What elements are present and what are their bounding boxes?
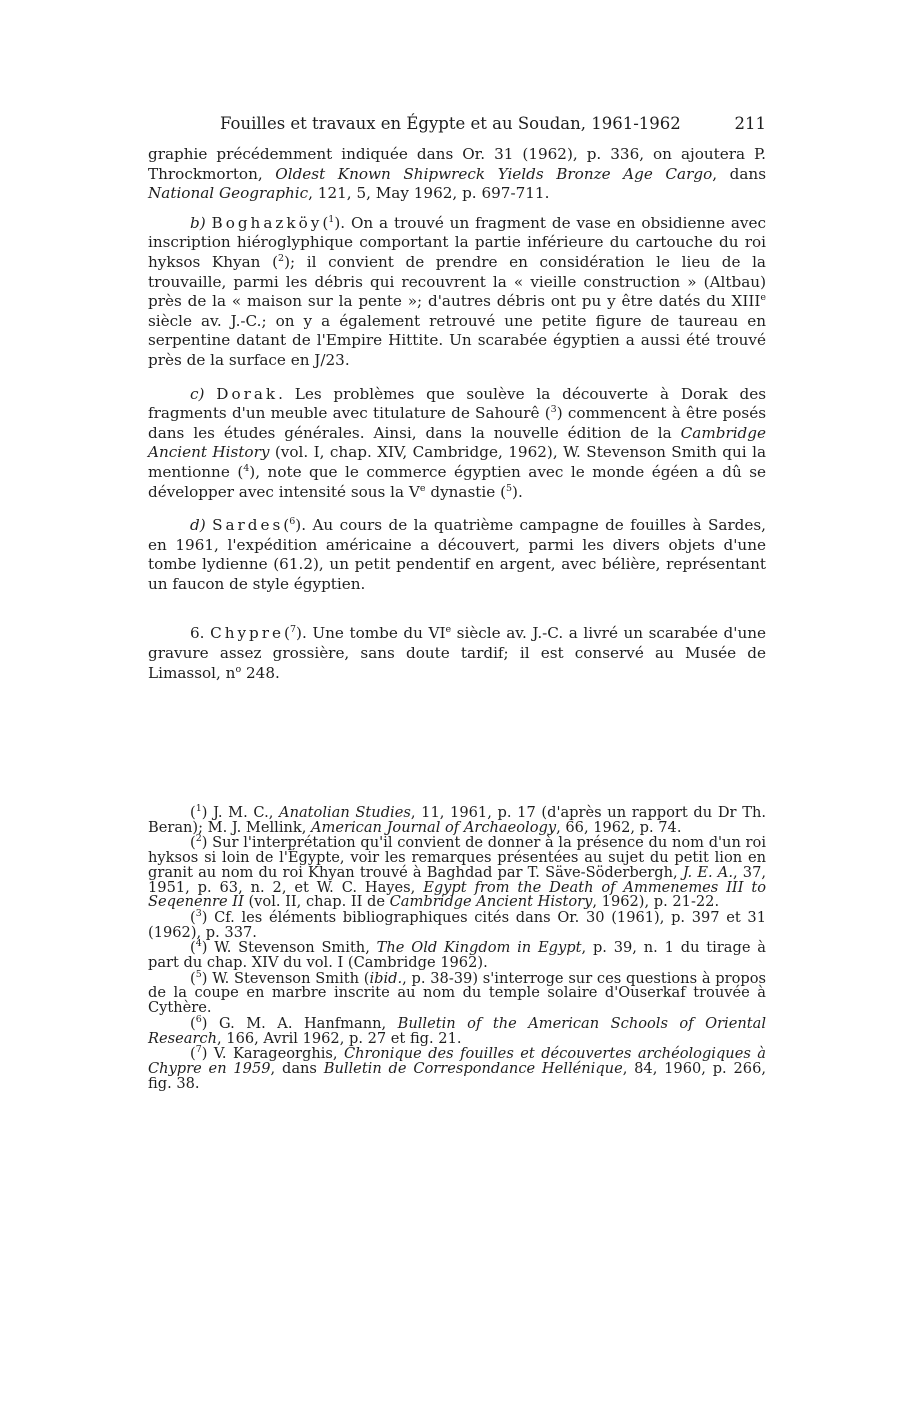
footnote-ref: 7 bbox=[289, 624, 297, 636]
footnote-ref: 2 bbox=[278, 252, 285, 264]
footnotes bbox=[148, 803, 766, 1092]
site-name: Dorak bbox=[216, 384, 279, 403]
footnote: ($^4$) W. Stevenson Smith, The Old Kingdom in Egypt, p. 39, n. 1 du tirage à part du chap. XIV du vol. I (Cambridge 1962). bbox=[148, 938, 766, 972]
footnote-ref: 3 bbox=[550, 404, 557, 416]
page-number: 211 bbox=[734, 114, 766, 133]
paragraph-dorak: c) Dorak. Les problèmes que soulève la découverte à Dorak des fragments d'un meuble avec titulature de Sahourê ($^3$) commencent à être posés dans les études générales. Ainsi, dans la nouvelle édition de la Cambridge Ancient History (vol. I, chap. XIV, Cambridge, 1962), W. Stevenson Smith qui la mentionne ($^4$), note que le commerce égyptien avec le monde égéen a dû se développer avec intensité sous la Ve dynastie ($^5$). bbox=[148, 384, 767, 501]
footnote-ref: 5 bbox=[506, 482, 513, 494]
running-title: Fouilles et travaux en Égypte et au Soudan, 1961-1962 bbox=[220, 114, 681, 133]
paragraph-chypre: 6. Chypre($^7$). Une tombe du VIe siècle av. J.-C. a livré un scarabée d'une gravure assez grossière, sans doute tardif; il est conservé au Musée de Limassol, $n^o$ 248. bbox=[148, 624, 767, 682]
site-name: Sardes bbox=[212, 516, 284, 535]
footnote-ref: 4 bbox=[243, 462, 250, 474]
main-text bbox=[148, 145, 766, 683]
footnote-ref: 1 bbox=[328, 213, 335, 225]
footnote: ($^5$) W. Stevenson Smith (ibid., p. 38-39) s'interroge sur ces questions à propos de la coupe en marbre inscrite au nom du temple solaire d'Ouserkaf trouvée à Cythère. bbox=[148, 968, 766, 1017]
site-name: Boghazköy bbox=[211, 213, 323, 232]
page-header bbox=[148, 114, 766, 138]
footnote-ref: 6 bbox=[289, 516, 296, 528]
footnote: ($^6$) G. M. A. Hanfmann, Bulletin of the American Schools of Oriental Research, 166, Avril 1962, p. 27 et fig. 21. bbox=[148, 1013, 766, 1047]
footnote: ($^1$) J. M. C., Anatolian Studies, 11, 1961, p. 17 (d'après un rapport du Dr Th. Beran); M. J. Mellink, American Journal of Archaeology, 66, 1962, p. 74. bbox=[148, 803, 766, 836]
paragraph-continuation: graphie précédemment indiquée dans Or. 31 (1962), p. 336, on ajoutera P. Throckmorton, Oldest Known Shipwreck Yields Bronze Age Cargo, dans National Geographic, 121, 5, May 1962, p. 697-711. bbox=[148, 145, 766, 203]
footnote: ($^2$) Sur l'interprétation qu'il convient de donner à la présence du nom d'un roi hyksos si loin de l'Égypte, voir les remarques présentées au sujet du petit lion en granit au nom du roi Khyan trouvé à Baghdad par T. Säve-Söderbergh, J. E. A., 37, 1951, p. 63, n. 2, et W. C. Hayes, Egypt from the Death of Ammenemes III to Seqenenre II (vol. II, chap. II de Cambridge Ancient History, 1962), p. 21-22. bbox=[148, 833, 766, 911]
site-name: Chypre bbox=[210, 624, 285, 643]
paragraph-boghazkoy: b) Boghazköy($^1$). On a trouvé un fragment de vase en obsidienne avec inscription hiéroglyphique comportant la partie inférieure du cartouche du roi hyksos Khyan ($^2$); il convient de prendre en considération le lieu de la trouvaille, parmi les débris qui recouvrent la « vieille construction » (Altbau) près de la « maison sur la pente »; d'autres débris ont pu y être datés du XIIIe siècle av. J.-C.; on y a également retrouvé une petite figure de taureau en serpentine datant de l'Empire Hittite. Un scarabée égyptien a aussi été trouvé près de la surface en J/23. bbox=[148, 213, 767, 369]
footnote: ($^7$) V. Karageorghis, Chronique des fouilles et découvertes archéologiques à Chypre en 1959, dans Bulletin de Correspondance Hellénique, 84, 1960, p. 266, fig. 38. bbox=[148, 1044, 766, 1092]
footnote: ($^3$) Cf. les éléments bibliographiques cités dans Or. 30 (1961), p. 397 et 31 (1962), p. 337. bbox=[148, 908, 766, 941]
paragraph-sardes: d) Sardes($^6$). Au cours de la quatrième campagne de fouilles à Sardes, en 1961, l'expédition américaine a découvert, parmi les divers objets d'une tombe lydienne (61.2), un petit pendentif en argent, avec bélière, représentant un faucon de style égyptien. bbox=[148, 516, 767, 593]
